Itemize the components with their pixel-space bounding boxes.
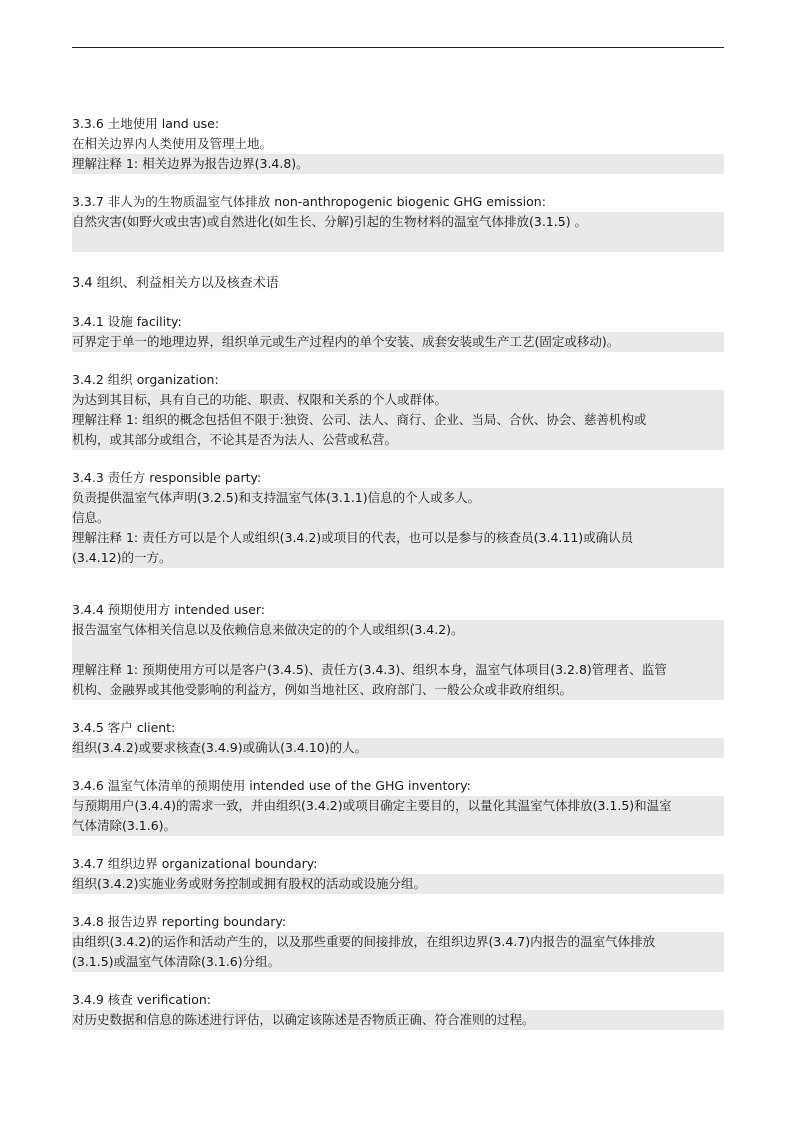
term-entry [72, 718, 724, 758]
note-line: 理解注释 1: 相关边界为报告边界(3.4.8)。 [72, 154, 724, 174]
term-entry [72, 990, 724, 1030]
note-line: (3.4.12)的一方。 [72, 550, 172, 565]
definition-line [72, 232, 724, 252]
term-entry [72, 600, 724, 700]
definition-line: (3.1.5)或温室气体清除(3.1.6)分组。 [72, 954, 281, 969]
definition-line [72, 640, 724, 660]
header-rule [72, 47, 724, 48]
term-entry [72, 192, 724, 252]
definition-line: 气体清除(3.1.6)。 [72, 818, 177, 833]
term-entry [72, 776, 724, 836]
term-entry [72, 854, 724, 894]
definition-block [72, 212, 724, 252]
definition-line: 报告温室气体相关信息以及依赖信息来做决定的的个人或组织(3.4.2)。 [72, 622, 464, 637]
definition-line: 对历史数据和信息的陈述进行评估，以确定该陈述是否物质正确、符合准则的过程。 [72, 1010, 724, 1030]
note-line: 理解注释 1: 预期使用方可以是客户(3.4.5)、责任方(3.4.3)、组织本身，温室气体项目(3.2.8)管理者、监管 [72, 662, 667, 677]
definition-line: 可界定于单一的地理边界，组织单元或生产过程内的单个安装、成套安装或生产工艺(固定或移动)。 [72, 332, 724, 352]
term-title: 3.3.7 非人为的生物质温室气体排放 non-anthropogenic biogenic GHG emission: [72, 194, 546, 209]
section-heading: 3.4 组织、利益相关方以及核查术语 [72, 276, 279, 291]
definition-block [72, 932, 724, 972]
definition-line: 自然灾害(如野火或虫害)或自然进化(如生长、分解)引起的生物材料的温室气体排放(3.1.5) 。 [72, 214, 588, 229]
term-entry [72, 312, 724, 352]
term-title: 3.4.3 责任方 responsible party: [72, 470, 262, 485]
definition-line: 负责提供温室气体声明(3.2.5)和支持温室气体(3.1.1)信息的个人或多人。 [72, 490, 481, 505]
definition-line: 信息。 [72, 510, 110, 525]
definition-line: 组织(3.4.2)实施业务或财务控制或拥有股权的活动或设施分组。 [72, 874, 724, 894]
definition-line: 为达到其目标，具有自己的功能、职责、权限和关系的个人或群体。 [72, 392, 448, 407]
definition-line: 在相关边界内人类使用及管理土地。 [72, 136, 273, 151]
document-body [72, 114, 724, 1030]
note-line: 理解注释 1: 组织的概念包括但不限于:独资、公司、法人、商行、企业、当局、合伙、协会、慈善机构或 [72, 412, 647, 427]
term-title: 3.4.1 设施 facility: [72, 314, 182, 329]
definition-block [72, 488, 724, 568]
note-line: 机构、金融界或其他受影响的利益方，例如当地社区、政府部门、一般公众或非政府组织。 [72, 682, 573, 697]
term-entry [72, 468, 724, 568]
term-title: 3.4.8 报告边界 reporting boundary: [72, 914, 287, 929]
note-line: 机构，或其部分或组合，不论其是否为法人、公营或私营。 [72, 432, 398, 447]
term-entry [72, 370, 724, 450]
definition-block [72, 620, 724, 700]
term-title: 3.4.4 预期使用方 intended user: [72, 602, 265, 617]
term-title: 3.4.5 客户 client: [72, 720, 176, 735]
definition-block [72, 390, 724, 450]
term-title: 3.4.6 温室气体清单的预期使用 intended use of the GHG inventory: [72, 778, 471, 793]
definition-line: 与预期用户(3.4.4)的需求一致，并由组织(3.4.2)或项目确定主要目的，以量化其温室气体排放(3.1.5)和温室 [72, 798, 672, 813]
term-title: 3.3.6 土地使用 land use: [72, 116, 220, 131]
term-entry [72, 912, 724, 972]
definition-line: 由组织(3.4.2)的运作和活动产生的，以及那些重要的间接排放，在组织边界(3.4.7)内报告的温室气体排放 [72, 934, 656, 949]
note-line: 理解注释 1: 责任方可以是个人或组织(3.4.2)或项目的代表，也可以是参与的核查员(3.4.11)或确认员 [72, 530, 634, 545]
term-title: 3.4.7 组织边界 organizational boundary: [72, 856, 318, 871]
definition-line: 组织(3.4.2)或要求核查(3.4.9)或确认(3.4.10)的人。 [72, 738, 724, 758]
definition-block [72, 796, 724, 836]
term-entry [72, 114, 724, 174]
term-title: 3.4.9 核查 verification: [72, 992, 212, 1007]
term-title: 3.4.2 组织 organization: [72, 372, 219, 387]
